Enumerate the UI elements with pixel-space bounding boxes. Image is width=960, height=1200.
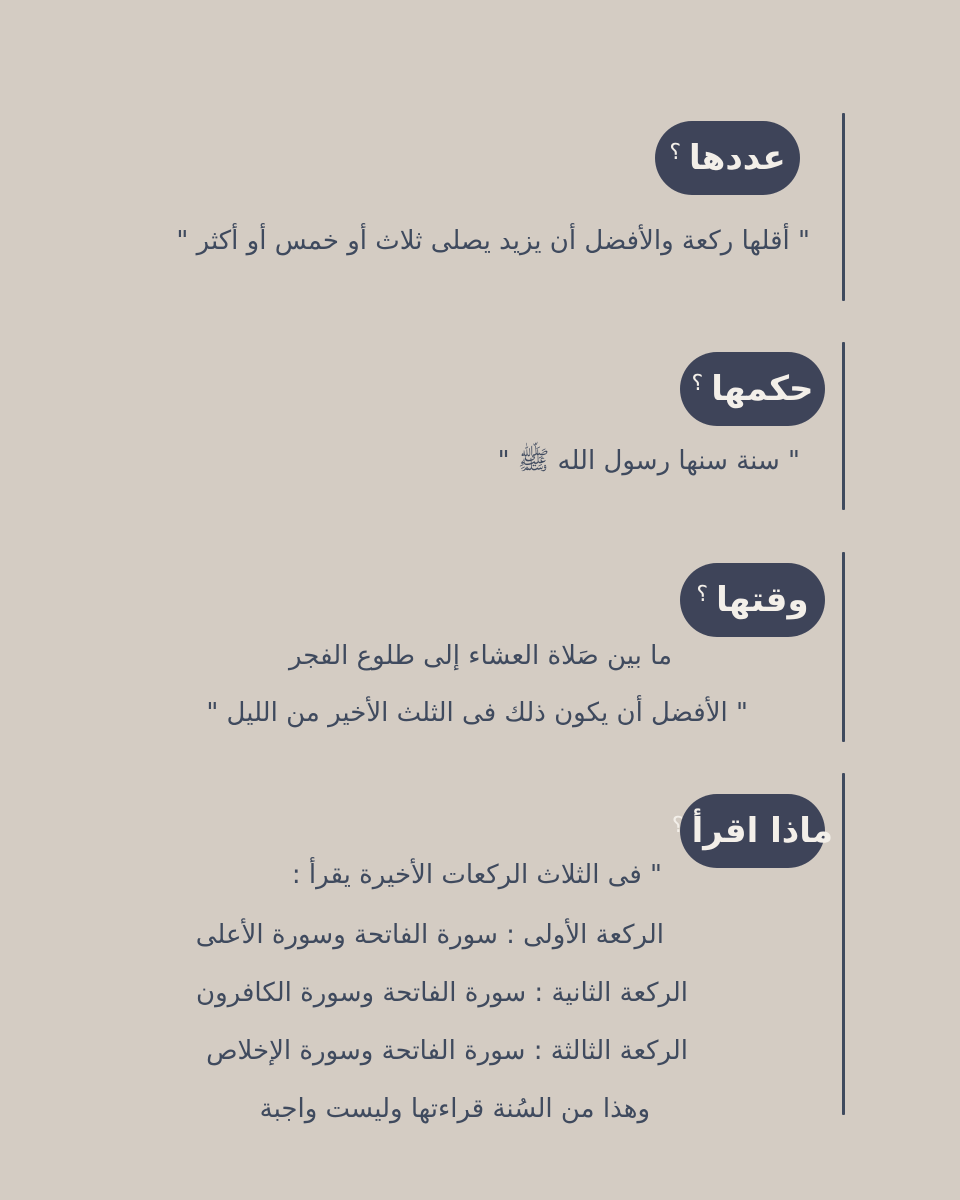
heading-count-title: عددها — [689, 138, 786, 178]
question-mark-icon: ؟ — [696, 581, 709, 607]
reading-text-4: الركعة الثالثة : سورة الفاتحة وسورة الإخلاص — [206, 1036, 688, 1066]
reading-text-1: " فى الثلاث الركعات الأخيرة يقرأ : — [291, 860, 662, 890]
reading-text-2: الركعة الأولى : سورة الفاتحة وسورة الأعلى — [195, 920, 664, 950]
heading-time-title: وقتها — [716, 580, 809, 620]
time-text-2: " الأفضل أن يكون ذلك فى الثلث الأخير من الليل " — [206, 698, 748, 728]
section-divider-count — [842, 113, 845, 301]
time-text-1: ما بين صَلاة العشاء إلى طلوع الفجر — [288, 641, 672, 671]
question-mark-icon: ؟ — [669, 139, 682, 165]
ruling-text: " سنة سنها رسول الله ﷺ " — [497, 446, 800, 476]
count-text: " أقلها ركعة والأفضل أن يزيد يصلى ثلاث أو خمس أو أكثر " — [176, 226, 810, 256]
heading-reading — [671, 794, 834, 868]
section-divider-time — [842, 552, 845, 742]
heading-ruling — [680, 352, 825, 426]
section-divider-ruling — [842, 342, 845, 510]
heading-count — [655, 121, 800, 195]
reading-text-3: الركعة الثانية : سورة الفاتحة وسورة الكافرون — [195, 978, 688, 1008]
heading-time — [680, 563, 825, 637]
heading-reading-title: ماذا اقرأ — [691, 811, 834, 851]
question-mark-icon: ؟ — [691, 370, 704, 396]
question-mark-icon: ؟ — [671, 812, 684, 838]
section-divider-reading — [842, 773, 845, 1115]
heading-ruling-title: حكمها — [711, 369, 814, 409]
reading-text-5: وهذا من السُنة قراءتها وليست واجبة — [259, 1094, 650, 1124]
